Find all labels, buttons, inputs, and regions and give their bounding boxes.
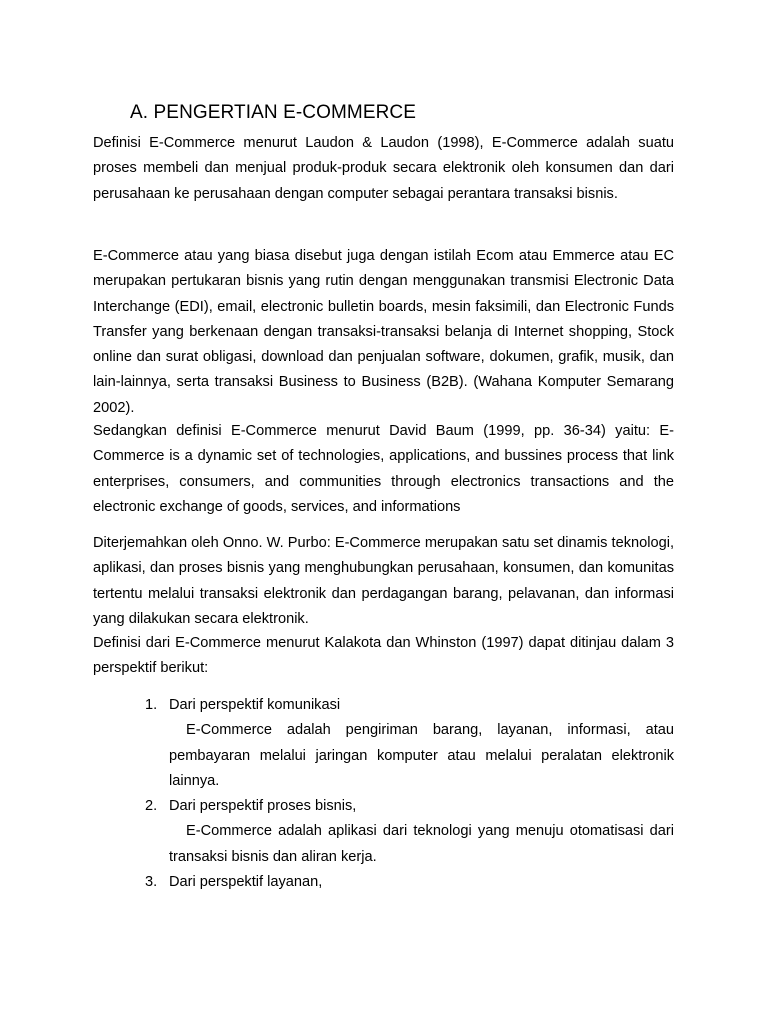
list-item: [145, 693, 674, 794]
list-item-title: Dari perspektif proses bisnis,: [169, 798, 357, 815]
paragraph-purbo-translation: Diterjemahkan oleh Onno. W. Purbo: E-Commerce merupakan satu set dinamis teknologi, aplikasi, dan proses bisnis yang menghubungkan perusahaan, konsumen, dan komunitas tertentu melalui transaksi elektronik dan perdagangan barang, pelavanan, dan informasi yang dilakukan secara elektronik.: [93, 535, 674, 627]
list-item: [145, 794, 674, 870]
list-item-number: 1.: [145, 697, 158, 713]
perspective-list: [145, 693, 674, 895]
section-heading: A. PENGERTIAN E-COMMERCE: [130, 102, 417, 123]
paragraph-laudon-definition: Definisi E-Commerce menurut Laudon & Laudon (1998), E-Commerce adalah suatu proses membeli dan menjual produk-produk secara elektronik oleh konsumen dan dari perusahaan ke perusahaan dengan computer sebagai perantara transaksi bisnis.: [93, 135, 674, 202]
list-item-title: Dari perspektif layanan,: [169, 874, 323, 891]
list-item-number: 3.: [145, 874, 158, 891]
list-item-description: E-Commerce adalah pengiriman barang, layanan, informasi, atau pembayaran melalui jaringan komputer atau melalui peralatan elektronik lainnya.: [169, 722, 674, 789]
list-item-title: Dari perspektif komunikasi: [169, 697, 341, 713]
list-item-number: 2.: [145, 798, 158, 815]
paragraph-ecom-exchange: E-Commerce atau yang biasa disebut juga dengan istilah Ecom atau Emmerce atau EC merupakan pertukaran bisnis yang rutin dengan menggunakan transmisi Electronic Data Interchange (EDI), email, electronic bulletin boards, mesin faksimili, dan Electronic Funds Transfer yang berkenaan dengan transaksi-transaksi belanja di Internet shopping, Stock online dan surat obligasi, download dan penjualan software, dokumen, grafik, musik, dan lain-lainnya, serta transaksi Business to Business (B2B). (Wahana Komputer Semarang 2002).: [93, 248, 674, 416]
paragraph-baum-definition: Sedangkan definisi E-Commerce menurut David Baum (1999, pp. 36-34) yaitu: E-Commerce is a dynamic set of technologies, applications, and bussines process that link enterprises, consumers, and communities through electronics transactions and the electronic exchange of goods, services, and informations: [93, 423, 674, 515]
list-item-description: E-Commerce adalah aplikasi dari teknologi yang menuju otomatisasi dari transaksi bisnis dan aliran kerja.: [169, 823, 674, 865]
paragraph-kalakota-intro: Definisi dari E-Commerce menurut Kalakota dan Whinston (1997) dapat ditinjau dalam 3 perspektif berikut:: [93, 635, 674, 677]
list-item: [145, 870, 674, 895]
